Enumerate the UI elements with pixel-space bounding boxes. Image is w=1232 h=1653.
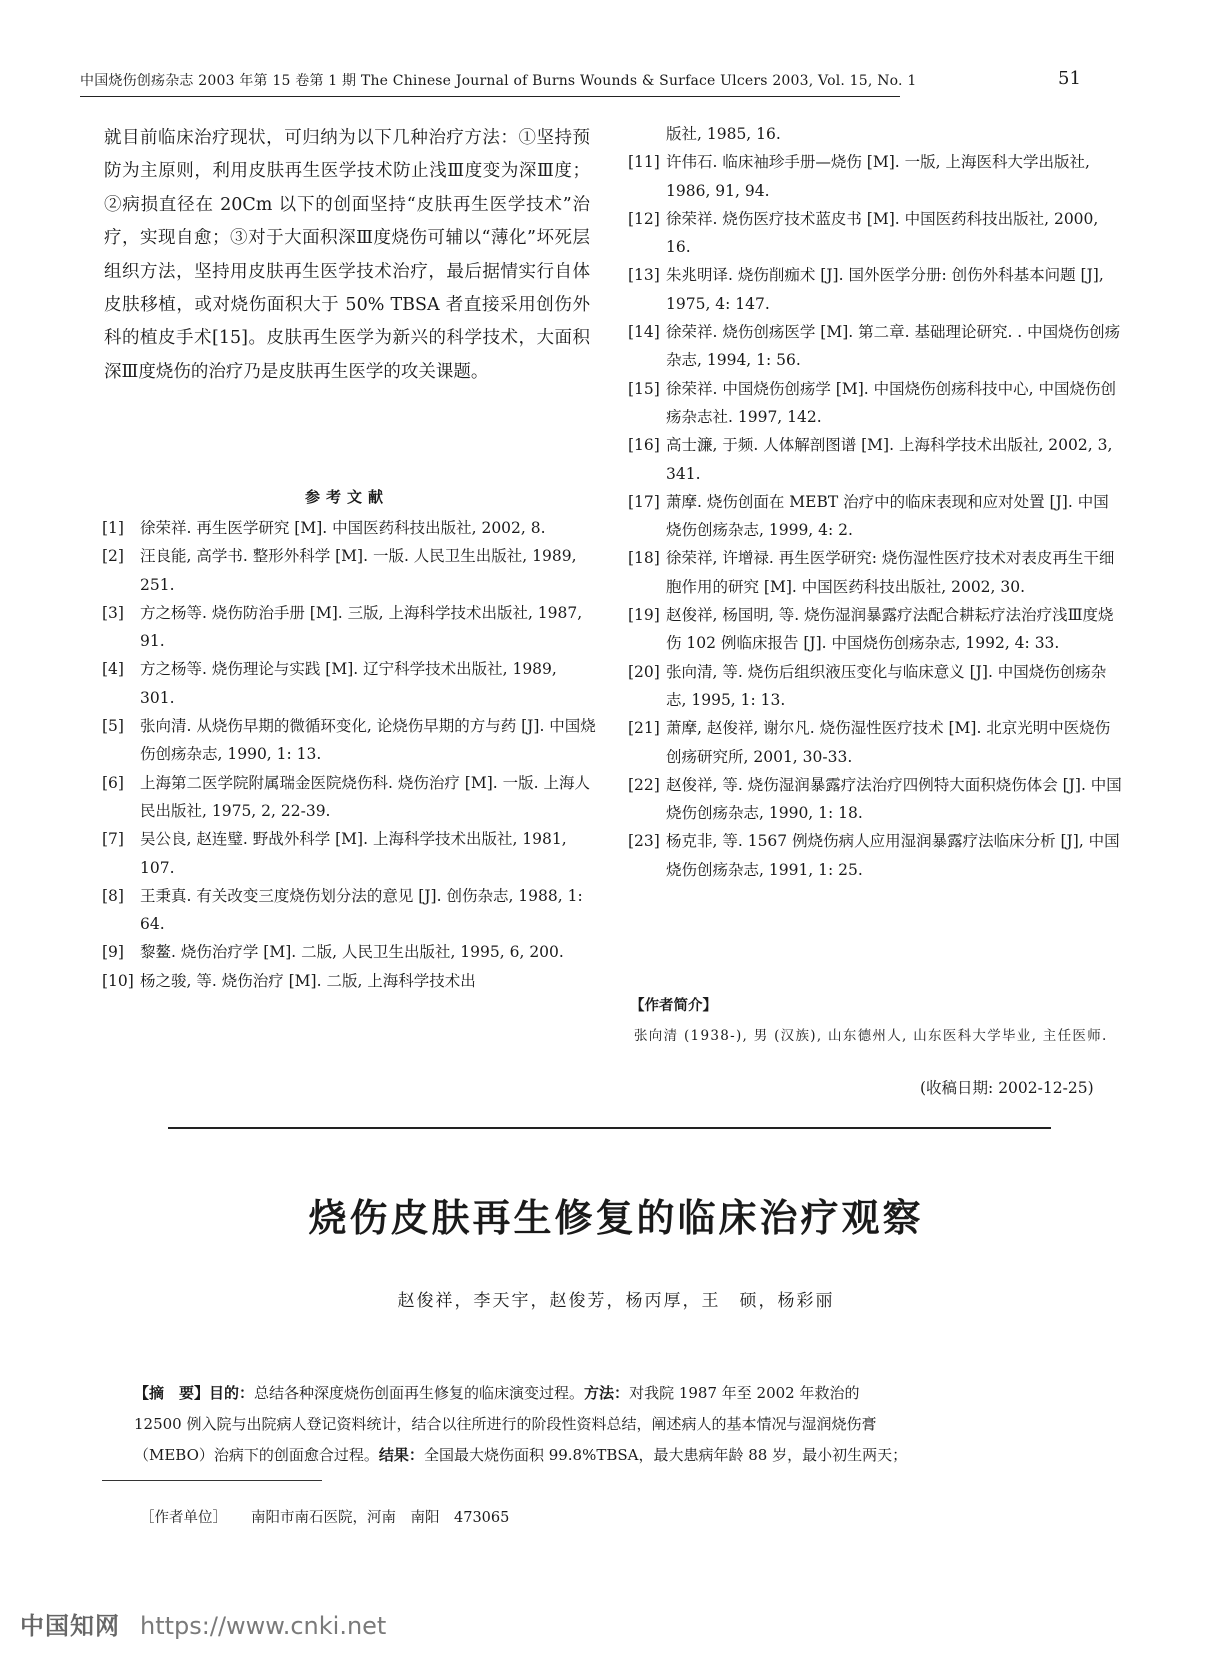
author-bio: 张向清 (1938-), 男 (汉族), 山东德州人, 山东医科大学毕业, 主任医师. — [634, 1028, 1108, 1044]
reference-number: [19] — [628, 606, 660, 625]
affiliation-label: ［作者单位］ — [140, 1510, 227, 1526]
references-heading: 参考文献 — [304, 488, 389, 506]
reference-item — [628, 658, 1122, 715]
reference-text: 汪良能, 高学书. 整形外科学 [M]. 一版. 人民卫生出版社, 1989, 251. — [140, 547, 577, 594]
reference-text: 张向清. 从烧伤早期的微循环变化, 论烧伤早期的方与药 [J]. 中国烧伤创疡杂志, 1990, 1: 13. — [140, 717, 596, 764]
reference-item — [628, 488, 1122, 545]
page-number: 51 — [1058, 68, 1081, 89]
reference-item — [102, 542, 596, 599]
reference-item — [102, 967, 596, 995]
body-text: 就目前临床治疗现状，可归纳为以下几种治疗方法：①坚持预防为主原则，利用皮肤再生医学技术防止浅Ⅲ度变为深Ⅲ度；②病损直径在 20Cm 以下的创面坚持“皮肤再生医学技术”治疗，实现自愈；③对于大面积深Ⅲ度烧伤可辅以“薄化”坏死层组织方法，坚持用皮肤再生医学技术治疗，最后据情实行自体皮肤移植，或对烧伤面积大于 50% TBSA 者直接采用创伤外科的植皮手术[15]。皮肤再生医学为新兴的科学技术，大面积深Ⅲ度烧伤的治疗乃是皮肤再生医学的攻关课题。 — [104, 128, 590, 382]
section-divider — [168, 1127, 1051, 1129]
article-title: 烧伤皮肤再生修复的临床治疗观察 — [308, 1196, 924, 1240]
cnki-logo: 中国知网 — [20, 1612, 120, 1640]
reference-text: 朱兆明译. 烧伤削痂术 [J]. 国外医学分册: 创伤外科基本问题 [J], 1975, 4: 147. — [666, 266, 1104, 313]
reference-number: [8] — [102, 886, 124, 905]
reference-text: 徐荣祥. 再生医学研究 [M]. 中国医药科技出版社, 2002, 8. — [140, 519, 546, 537]
author-affiliation — [140, 1506, 509, 1527]
reference-number: [5] — [102, 717, 124, 736]
reference-item — [102, 769, 596, 826]
reference-continuation: 版社, 1985, 16. — [666, 125, 781, 143]
reference-text: 黎鳌. 烧伤治疗学 [M]. 二版, 人民卫生出版社, 1995, 6, 200. — [140, 943, 564, 962]
article-authors: 赵俊祥，李天宇，赵俊芳，杨丙厚，王 硕，杨彩丽 — [397, 1291, 835, 1311]
reference-text: 徐荣祥, 许增禄. 再生医学研究: 烧伤湿性医疗技术对表皮再生干细胞作用的研究 [M]. 中国医药科技出版社, 2002, 30. — [666, 549, 1115, 596]
reference-item — [102, 712, 596, 769]
reference-text: 徐荣祥. 中国烧伤创疡学 [M]. 中国烧伤创疡科技中心, 中国烧伤创疡杂志社. 1997, 142. — [666, 379, 1116, 426]
reference-number: [9] — [102, 943, 124, 962]
author-bio-label: 【作者简介】 — [630, 997, 717, 1014]
reference-text: 杨克非, 等. 1567 例烧伤病人应用湿润暴露疗法临床分析 [J], 中国烧伤创疡杂志, 1991, 1: 25. — [666, 832, 1120, 879]
reference-number: [13] — [628, 266, 660, 285]
abstract-method-text: 对我院 1987 年至 2002 年救治的 — [629, 1384, 860, 1402]
abstract-objective-label: 目的： — [209, 1384, 255, 1402]
reference-item — [628, 601, 1122, 658]
reference-number: [21] — [628, 719, 660, 738]
reference-item — [102, 655, 596, 712]
reference-item — [102, 599, 596, 656]
reference-item — [628, 375, 1122, 432]
reference-item — [628, 827, 1122, 884]
reference-text: 萧摩, 赵俊祥, 谢尔凡. 烧伤湿性医疗技术 [M]. 北京光明中医烧伤创疡研究所, 2001, 30-33. — [666, 719, 1111, 766]
reference-item — [628, 771, 1122, 828]
reference-text: 吴公良, 赵连璧. 野战外科学 [M]. 上海科学技术出版社, 1981, 107. — [140, 830, 567, 877]
reference-number: [4] — [102, 660, 124, 679]
reference-text: 许伟石. 临床袖珍手册—烧伤 [M]. 一版, 上海医科大学出版社, 1986, 91, 94. — [666, 153, 1090, 200]
reference-number: [14] — [628, 323, 660, 342]
reference-item — [628, 714, 1122, 771]
reference-text: 杨之骏, 等. 烧伤治疗 [M]. 二版, 上海科学技术出 — [140, 971, 476, 990]
abstract-result-text: 全国最大烧伤面积 99.8%TBSA，最大患病年龄 88 岁，最小初生两天； — [423, 1446, 908, 1464]
reference-item — [628, 205, 1122, 262]
abstract-objective-text: 总结各种深度烧伤创面再生修复的临床演变过程。 — [254, 1384, 585, 1402]
reference-item — [628, 261, 1122, 318]
running-header: 中国烧伤创疡杂志 2003 年第 15 卷第 1 期 The Chinese Journal of Burns Wounds & Surface Ulcers 2003, Vol. 15, No. 1 — [80, 70, 900, 97]
reference-number: [16] — [628, 436, 660, 455]
references-right-column — [628, 120, 1122, 884]
cnki-url[interactable]: https://www.cnki.net — [140, 1612, 387, 1640]
reference-item — [628, 148, 1122, 205]
reference-number: [11] — [628, 153, 660, 172]
abstract-line-2: 12500 例入院与出院病人登记资料统计，结合以往所进行的阶段性资料总结，阐述病人的基本情况与湿润烧伤膏 — [134, 1415, 877, 1433]
reference-number: [2] — [102, 547, 124, 566]
abstract-label: 【摘 要】 — [134, 1384, 210, 1402]
reference-text: 方之杨等. 烧伤理论与实践 [M]. 辽宁科学技术出版社, 1989, 301. — [140, 660, 557, 707]
reference-item — [628, 431, 1122, 488]
reference-text: 王秉真. 有关改变三度烧伤划分法的意见 [J]. 创伤杂志, 1988, 1: 64. — [140, 886, 583, 934]
reference-text: 上海第二医学院附属瑞金医院烧伤科. 烧伤治疗 [M]. 一版. 上海人民出版社, 1975, 2, 22-39. — [140, 773, 590, 820]
reference-number: [22] — [628, 775, 660, 794]
affiliation-unit: 南阳市南石医院，河南 南阳 473065 — [251, 1510, 510, 1526]
footnote-rule — [102, 1480, 322, 1481]
reference-text: 萧摩. 烧伤创面在 MEBT 治疗中的临床表现和应对处置 [J]. 中国烧伤创疡杂志, 1999, 4: 2. — [666, 492, 1109, 540]
reference-number: [18] — [628, 549, 660, 568]
reference-item — [102, 825, 596, 882]
reference-number: [15] — [628, 379, 660, 398]
abstract-line-1 — [134, 1378, 1074, 1409]
body-paragraph — [104, 122, 590, 389]
abstract — [134, 1378, 1074, 1471]
reference-number: [17] — [628, 492, 660, 511]
reference-number: [10] — [102, 971, 134, 990]
reference-text: 徐荣祥. 烧伤创疡医学 [M]. 第二章. 基础理论研究. . 中国烧伤创疡杂志, 1994, 1: 56. — [666, 323, 1121, 370]
reference-text: 赵俊祥, 等. 烧伤湿润暴露疗法治疗四例特大面积烧伤体会 [J]. 中国烧伤创疡杂志, 1990, 1: 18. — [666, 775, 1122, 823]
reference-number: [12] — [628, 209, 660, 228]
reference-item — [628, 318, 1122, 375]
abstract-line-3 — [134, 1440, 1074, 1471]
references-left-column — [102, 514, 596, 995]
reference-number: [3] — [102, 603, 124, 622]
reference-text: 高士濂, 于频. 人体解剖图谱 [M]. 上海科学技术出版社, 2002, 3, 341. — [666, 436, 1113, 483]
reference-item — [102, 514, 596, 542]
reference-item — [102, 882, 596, 939]
reference-item — [628, 544, 1122, 601]
reference-number: [23] — [628, 832, 660, 851]
abstract-line-3a: （MEBO）治病下的创面愈合过程。 — [134, 1446, 379, 1464]
reference-number: [20] — [628, 662, 660, 681]
reference-item — [102, 938, 596, 966]
abstract-result-label: 结果： — [378, 1446, 424, 1464]
abstract-method-label: 方法： — [584, 1384, 630, 1402]
received-date: (收稿日期: 2002-12-25) — [920, 1079, 1094, 1097]
reference-text: 徐荣祥. 烧伤医疗技术蓝皮书 [M]. 中国医药科技出版社, 2000, 16. — [666, 209, 1099, 257]
cnki-watermark — [20, 1606, 386, 1641]
reference-text: 方之杨等. 烧伤防治手册 [M]. 三版, 上海科学技术出版社, 1987, 91. — [140, 603, 583, 651]
reference-number: [7] — [102, 830, 124, 849]
reference-text: 赵俊祥, 杨国明, 等. 烧伤湿润暴露疗法配合耕耘疗法治疗浅Ⅲ度烧伤 102 例临床报告 [J]. 中国烧伤创疡杂志, 1992, 4: 33. — [666, 606, 1114, 653]
reference-number: [1] — [102, 519, 124, 537]
reference-number: [6] — [102, 773, 124, 792]
reference-text: 张向清, 等. 烧伤后组织液压变化与临床意义 [J]. 中国烧伤创疡杂志, 1995, 1: 13. — [666, 662, 1107, 709]
